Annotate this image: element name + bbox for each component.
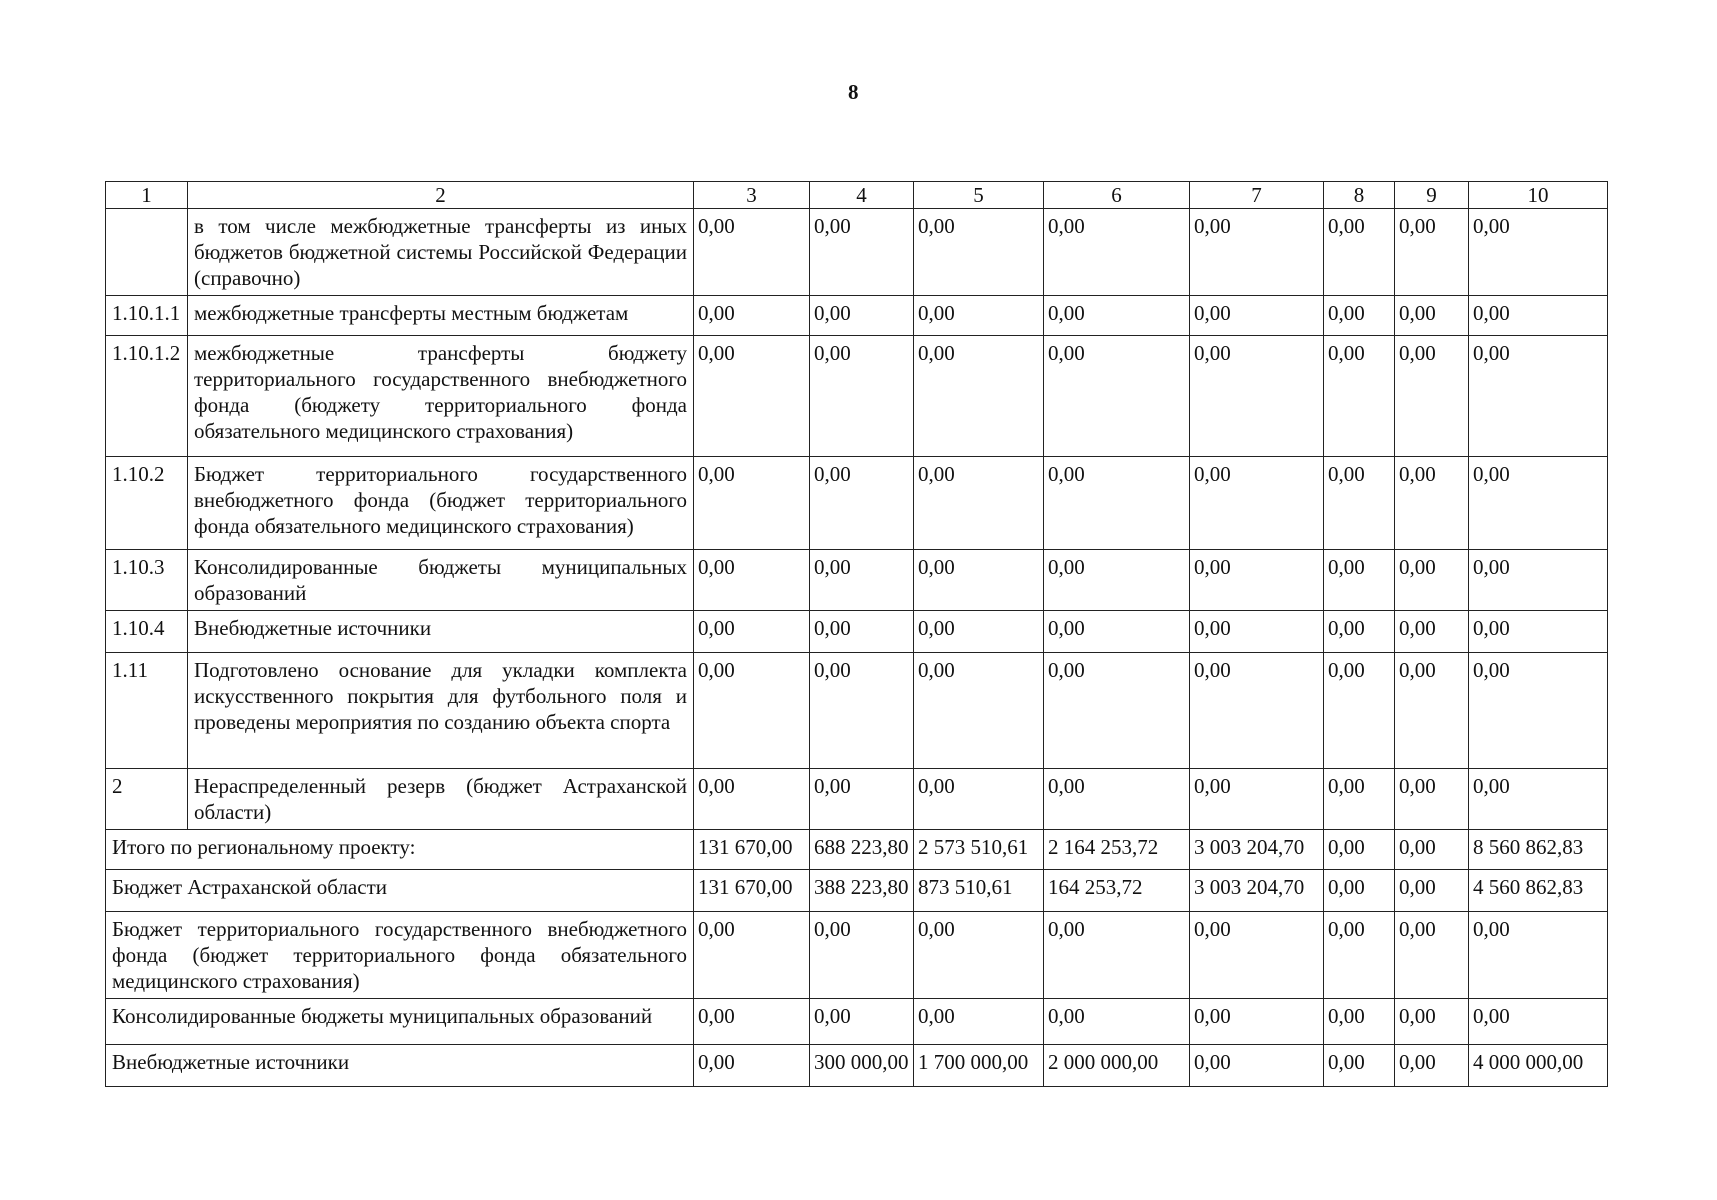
value-cell: 0,00 xyxy=(914,296,1044,336)
value-cell: 0,00 xyxy=(1395,550,1469,611)
value-cell: 0,00 xyxy=(694,912,810,999)
table-row xyxy=(106,336,1608,457)
value-cell: 873 510,61 xyxy=(914,870,1044,912)
row-code: 1.10.4 xyxy=(106,611,188,653)
value-cell: 0,00 xyxy=(1324,870,1395,912)
total-label: Бюджет территориального государственного внебюджетного фонда (бюджет территориального фонда обязательного медицинского страхования) xyxy=(106,912,694,999)
table-row xyxy=(106,653,1608,769)
value-cell: 0,00 xyxy=(810,296,914,336)
value-cell: 0,00 xyxy=(1324,611,1395,653)
value-cell: 3 003 204,70 xyxy=(1190,830,1324,870)
value-cell: 0,00 xyxy=(1469,653,1608,769)
column-number: 9 xyxy=(1395,182,1469,209)
value-cell: 0,00 xyxy=(914,912,1044,999)
value-cell: 0,00 xyxy=(694,296,810,336)
value-cell: 0,00 xyxy=(1395,769,1469,830)
table-row xyxy=(106,457,1608,550)
row-code: 1.10.1.2 xyxy=(106,336,188,457)
value-cell: 0,00 xyxy=(1044,336,1190,457)
value-cell: 0,00 xyxy=(1469,209,1608,296)
value-cell: 0,00 xyxy=(1190,999,1324,1045)
budget-table xyxy=(105,181,1608,1087)
value-cell: 0,00 xyxy=(1324,296,1395,336)
value-cell: 2 164 253,72 xyxy=(1044,830,1190,870)
total-row xyxy=(106,1045,1608,1087)
value-cell: 0,00 xyxy=(810,769,914,830)
value-cell: 1 700 000,00 xyxy=(914,1045,1044,1087)
value-cell: 0,00 xyxy=(694,999,810,1045)
value-cell: 0,00 xyxy=(1324,999,1395,1045)
row-code: 2 xyxy=(106,769,188,830)
value-cell: 0,00 xyxy=(810,457,914,550)
total-label: Внебюджетные источники xyxy=(106,1045,694,1087)
value-cell: 0,00 xyxy=(694,209,810,296)
row-code: 1.10.1.1 xyxy=(106,296,188,336)
row-description: Консолидированные бюджеты муниципальных образований xyxy=(188,550,694,611)
value-cell: 0,00 xyxy=(1324,550,1395,611)
value-cell: 0,00 xyxy=(1469,457,1608,550)
value-cell: 0,00 xyxy=(1395,870,1469,912)
value-cell: 0,00 xyxy=(1395,999,1469,1045)
value-cell: 4 560 862,83 xyxy=(1469,870,1608,912)
value-cell: 388 223,80 xyxy=(810,870,914,912)
total-row xyxy=(106,999,1608,1045)
value-cell: 0,00 xyxy=(1324,1045,1395,1087)
value-cell: 0,00 xyxy=(1324,830,1395,870)
row-description: Нераспределенный резерв (бюджет Астраханской области) xyxy=(188,769,694,830)
value-cell: 0,00 xyxy=(694,336,810,457)
row-description: межбюджетные трансферты местным бюджетам xyxy=(188,296,694,336)
table-row xyxy=(106,550,1608,611)
row-description: Бюджет территориального государственного внебюджетного фонда (бюджет территориального фонда обязательного медицинского страхования) xyxy=(188,457,694,550)
value-cell: 0,00 xyxy=(1469,999,1608,1045)
table-row xyxy=(106,209,1608,296)
value-cell: 0,00 xyxy=(810,999,914,1045)
value-cell: 0,00 xyxy=(1190,1045,1324,1087)
value-cell: 0,00 xyxy=(1324,209,1395,296)
table-row xyxy=(106,611,1608,653)
value-cell: 0,00 xyxy=(1190,209,1324,296)
value-cell: 0,00 xyxy=(694,1045,810,1087)
column-number-row xyxy=(106,182,1608,209)
value-cell: 0,00 xyxy=(1190,550,1324,611)
value-cell: 0,00 xyxy=(1469,769,1608,830)
value-cell: 0,00 xyxy=(1190,457,1324,550)
value-cell: 0,00 xyxy=(694,653,810,769)
value-cell: 0,00 xyxy=(1190,653,1324,769)
value-cell: 0,00 xyxy=(1190,296,1324,336)
value-cell: 0,00 xyxy=(1044,209,1190,296)
table-row xyxy=(106,769,1608,830)
value-cell: 0,00 xyxy=(694,769,810,830)
column-number: 1 xyxy=(106,182,188,209)
row-description: в том числе межбюджетные трансферты из иных бюджетов бюджетной системы Российской Федерации (справочно) xyxy=(188,209,694,296)
value-cell: 0,00 xyxy=(810,912,914,999)
value-cell: 0,00 xyxy=(1324,336,1395,457)
value-cell: 0,00 xyxy=(914,209,1044,296)
value-cell: 0,00 xyxy=(1395,296,1469,336)
value-cell: 0,00 xyxy=(810,336,914,457)
value-cell: 0,00 xyxy=(1395,209,1469,296)
column-number: 8 xyxy=(1324,182,1395,209)
value-cell: 2 000 000,00 xyxy=(1044,1045,1190,1087)
total-row xyxy=(106,870,1608,912)
value-cell: 0,00 xyxy=(1324,769,1395,830)
value-cell: 0,00 xyxy=(1044,999,1190,1045)
value-cell: 131 670,00 xyxy=(694,830,810,870)
table-row xyxy=(106,296,1608,336)
value-cell: 0,00 xyxy=(1395,1045,1469,1087)
total-row xyxy=(106,912,1608,999)
value-cell: 2 573 510,61 xyxy=(914,830,1044,870)
value-cell: 0,00 xyxy=(914,457,1044,550)
value-cell: 0,00 xyxy=(1190,611,1324,653)
column-number: 2 xyxy=(188,182,694,209)
value-cell: 0,00 xyxy=(810,653,914,769)
value-cell: 300 000,00 xyxy=(810,1045,914,1087)
value-cell: 0,00 xyxy=(1190,769,1324,830)
total-label: Итого по региональному проекту: xyxy=(106,830,694,870)
value-cell: 0,00 xyxy=(1044,296,1190,336)
value-cell: 0,00 xyxy=(810,611,914,653)
value-cell: 0,00 xyxy=(914,336,1044,457)
row-description: Подготовлено основание для укладки комплекта искусственного покрытия для футбольного поля и проведены мероприятия по созданию объекта спорта xyxy=(188,653,694,769)
page-number: 8 xyxy=(848,80,859,104)
row-code xyxy=(106,209,188,296)
value-cell: 0,00 xyxy=(1190,912,1324,999)
row-description: межбюджетные трансферты бюджету территориального государственного внебюджетного фонда (бюджету территориального фонда обязательного медицинского страхования) xyxy=(188,336,694,457)
column-number: 5 xyxy=(914,182,1044,209)
value-cell: 0,00 xyxy=(914,769,1044,830)
column-number: 4 xyxy=(810,182,914,209)
value-cell: 3 003 204,70 xyxy=(1190,870,1324,912)
total-label: Консолидированные бюджеты муниципальных образований xyxy=(106,999,694,1045)
column-number: 7 xyxy=(1190,182,1324,209)
value-cell: 0,00 xyxy=(1469,550,1608,611)
value-cell: 0,00 xyxy=(1044,550,1190,611)
value-cell: 131 670,00 xyxy=(694,870,810,912)
value-cell: 0,00 xyxy=(1469,296,1608,336)
value-cell: 688 223,80 xyxy=(810,830,914,870)
value-cell: 0,00 xyxy=(1044,769,1190,830)
row-code: 1.10.3 xyxy=(106,550,188,611)
total-label: Бюджет Астраханской области xyxy=(106,870,694,912)
value-cell: 0,00 xyxy=(1044,611,1190,653)
value-cell: 0,00 xyxy=(914,653,1044,769)
value-cell: 0,00 xyxy=(1044,457,1190,550)
value-cell: 0,00 xyxy=(1324,457,1395,550)
column-number: 6 xyxy=(1044,182,1190,209)
value-cell: 0,00 xyxy=(1395,336,1469,457)
value-cell: 0,00 xyxy=(1395,611,1469,653)
column-number: 3 xyxy=(694,182,810,209)
value-cell: 8 560 862,83 xyxy=(1469,830,1608,870)
value-cell: 0,00 xyxy=(1395,457,1469,550)
value-cell: 0,00 xyxy=(1469,611,1608,653)
value-cell: 0,00 xyxy=(1324,912,1395,999)
value-cell: 0,00 xyxy=(694,611,810,653)
row-code: 1.11 xyxy=(106,653,188,769)
value-cell: 0,00 xyxy=(1469,912,1608,999)
value-cell: 4 000 000,00 xyxy=(1469,1045,1608,1087)
value-cell: 0,00 xyxy=(1395,912,1469,999)
value-cell: 0,00 xyxy=(914,611,1044,653)
value-cell: 0,00 xyxy=(1395,830,1469,870)
value-cell: 0,00 xyxy=(1324,653,1395,769)
value-cell: 0,00 xyxy=(1044,653,1190,769)
value-cell: 0,00 xyxy=(1190,336,1324,457)
total-row xyxy=(106,830,1608,870)
value-cell: 0,00 xyxy=(1469,336,1608,457)
value-cell: 164 253,72 xyxy=(1044,870,1190,912)
value-cell: 0,00 xyxy=(1044,912,1190,999)
column-number: 10 xyxy=(1469,182,1608,209)
value-cell: 0,00 xyxy=(810,209,914,296)
value-cell: 0,00 xyxy=(694,550,810,611)
value-cell: 0,00 xyxy=(694,457,810,550)
value-cell: 0,00 xyxy=(914,550,1044,611)
value-cell: 0,00 xyxy=(1395,653,1469,769)
row-code: 1.10.2 xyxy=(106,457,188,550)
value-cell: 0,00 xyxy=(810,550,914,611)
value-cell: 0,00 xyxy=(914,999,1044,1045)
row-description: Внебюджетные источники xyxy=(188,611,694,653)
